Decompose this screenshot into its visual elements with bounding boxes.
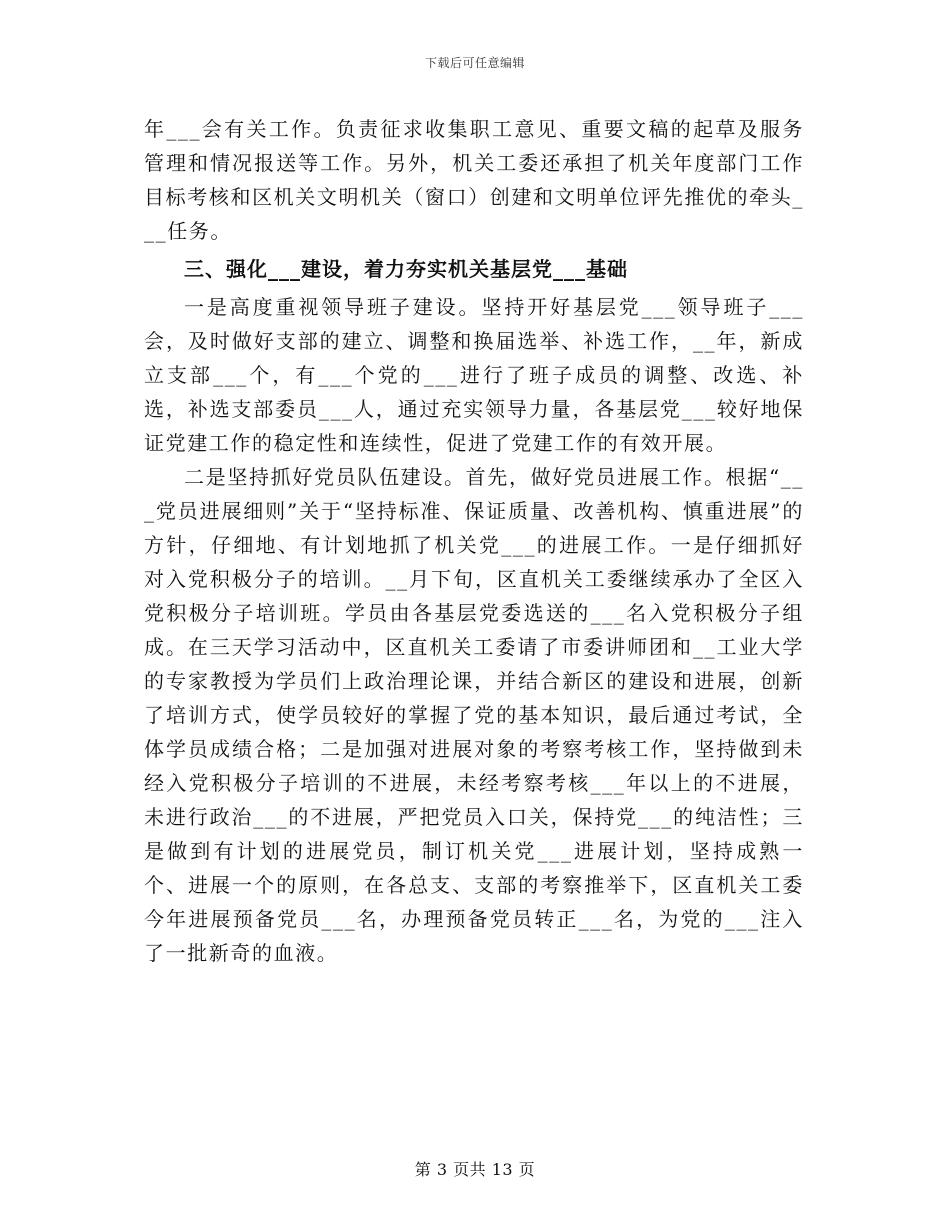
page-header: 下载后可任意编辑	[424, 56, 525, 70]
section-heading: 三、强化___建设，着力夯实机关基层党___基础	[184, 257, 628, 281]
document-body	[144, 112, 804, 970]
paragraph-membership: 二是坚持抓好党员队伍建设。首先，做好党员进展工作。根据“___党员进展细则”关于“坚持标准、保证质量、改善机构、慎重进展”的方针，仔细地、有计划地抓了机关党___的进展工作。一是仔细抓好对入党积极分子的培训。__月下旬，区直机关工委继续承办了全区入党积极分子培训班。学员由各基层党委选送的___名入党积极分子组成。在三天学习活动中，区直机关工委请了市委讲师团和__工业大学的专家教授为学员们上政治理论课，并结合新区的建设和进展，创新了培训方式，使学员较好的掌握了党的基本知识，最后通过考试，全体学员成绩合格；二是加强对进展对象的考察考核工作，坚持做到未经入党积极分子培训的不进展，未经考察考核___年以上的不进展，未进行政治___的不进展，严把党员入口关，保持党___的纯洁性；三是做到有计划的进展党员，制订机关党___进展计划，坚持成熟一个、进展一个的原则，在各总支、支部的考察推举下，区直机关工委今年进展预备党员___名，办理预备党员转正___名，为党的___注入了一批新奇的血液。	[144, 465, 804, 965]
page-number: 第 3 页共 13 页	[414, 1160, 536, 1179]
paragraph-leadership: 一是高度重视领导班子建设。坚持开好基层党___领导班子___会，及时做好支部的建立、调整和换届选举、补选工作，__年，新成立支部___个，有___个党的___进行了班子成员的调整、改选、补选，补选支部委员___人，通过充实领导力量，各基层党___较好地保证党建工作的稳定性和连续性，促进了党建工作的有效开展。	[144, 295, 804, 455]
intro-paragraph: 年___会有关工作。负责征求收集职工意见、重要文稿的起草及服务管理和情况报送等工作。另外，机关工委还承担了机关年度部门工作目标考核和区机关文明机关（窗口）创建和文明单位评先推优的牵头___任务。	[144, 117, 804, 243]
